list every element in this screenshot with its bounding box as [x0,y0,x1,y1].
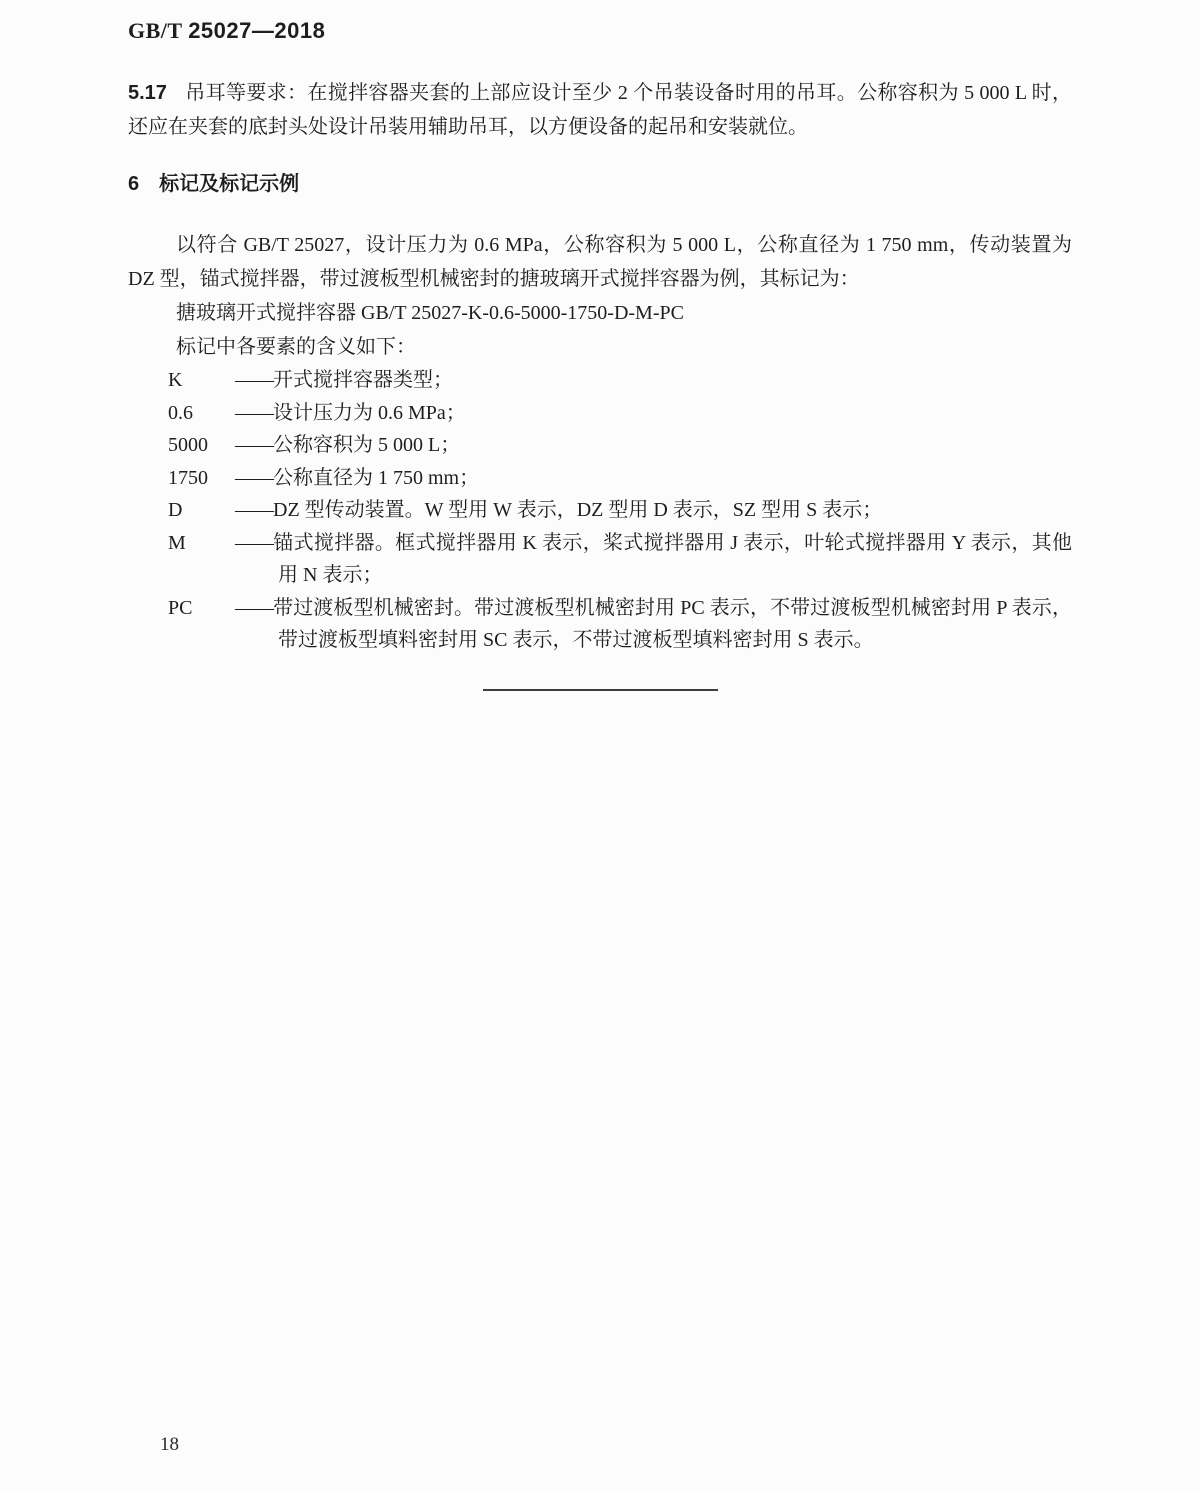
legend-term: PC [168,596,193,619]
legend-term: 5000 [168,434,208,456]
legend-lead-line: 标记中各要素的含义如下： [176,336,416,358]
legend-term: K [168,369,183,391]
legend-dash: —— [235,466,273,489]
legend-definition [235,462,1072,495]
legend-item-m [168,527,1072,592]
section-title: 标记及标记示例 [159,173,300,195]
legend-dash: —— [235,369,273,391]
end-of-text-rule [483,689,718,691]
legend-definition [235,494,1072,527]
section-6-intro-paragraph: 以符合 GB/T 25027，设计压力为 0.6 MPa，公称容积为 5 000 L，公称直径为 1 750 mm，传动装置为 DZ 型，锚式搅拌器，带过渡板型机械密封的搪玻璃开式搅拌容器为例，其标记为： [128,234,1072,290]
standard-code-prefix: GB/T [128,18,183,43]
legend-definition [235,397,1072,430]
clause-5-17 [128,76,1072,144]
legend-dash: —— [235,434,273,456]
designation-example-line: 搪玻璃开式搅拌容器 GB/T 25027-K-0.6-5000-1750-D-M-PC [176,302,684,324]
legend-term: M [168,531,186,554]
clause-number: 5.17 [128,82,167,104]
running-header [128,0,1072,44]
legend-dash: —— [235,499,273,521]
legend-item-5000 [168,429,1072,462]
legend-item-d [168,494,1072,527]
legend-term: 0.6 [168,401,193,424]
legend-definition-text: 设计压力为 0.6 MPa； [273,401,466,424]
section-number: 6 [128,173,140,195]
legend-dash: —— [235,531,273,554]
legend-definition-text: 锚式搅拌器。框式搅拌器用 K 表示，桨式搅拌器用 J 表示，叶轮式搅拌器用 Y 表示，其他用 N 表示； [273,531,1072,586]
legend-definition-text: 公称容积为 5 000 L； [273,434,461,456]
legend-item-0-6 [168,397,1072,430]
designation-legend-list [168,364,1072,657]
legend-definition-text: DZ 型传动装置。W 型用 W 表示，DZ 型用 D 表示，SZ 型用 S 表示； [273,499,883,521]
legend-item-pc [168,592,1072,657]
legend-definition-text: 带过渡板型机械密封。带过渡板型机械密封用 PC 表示，不带过渡板型机械密封用 P 表示，带过渡板型填料密封用 SC 表示，不带过渡板型填料密封用 S 表示。 [273,596,1072,651]
section-6-heading [128,170,1072,198]
legend-dash: —— [235,596,273,619]
legend-term: D [168,499,183,521]
clause-body-text: 在搅拌容器夹套的上部应设计至少 2 个吊装设备时用的吊耳。公称容积为 5 000 L 时，还应在夹套的底封头处设计吊装用辅助吊耳，以方便设备的起吊和安装就位。 [128,82,1073,138]
legend-definition [235,429,1072,462]
legend-dash: —— [235,401,273,424]
legend-term: 1750 [168,466,208,489]
clause-title: 吊耳等要求： [184,82,308,104]
page-content [128,0,1072,691]
legend-definition [235,592,1072,657]
page-number: 18 [160,1434,179,1455]
legend-item-k [168,364,1072,397]
legend-definition [235,527,1072,592]
standard-code-number: 25027—2018 [188,18,326,43]
legend-item-1750 [168,462,1072,495]
legend-definition-text: 公称直径为 1 750 mm； [273,466,480,489]
legend-definition [235,364,1072,397]
legend-definition-text: 开式搅拌容器类型； [273,369,453,391]
